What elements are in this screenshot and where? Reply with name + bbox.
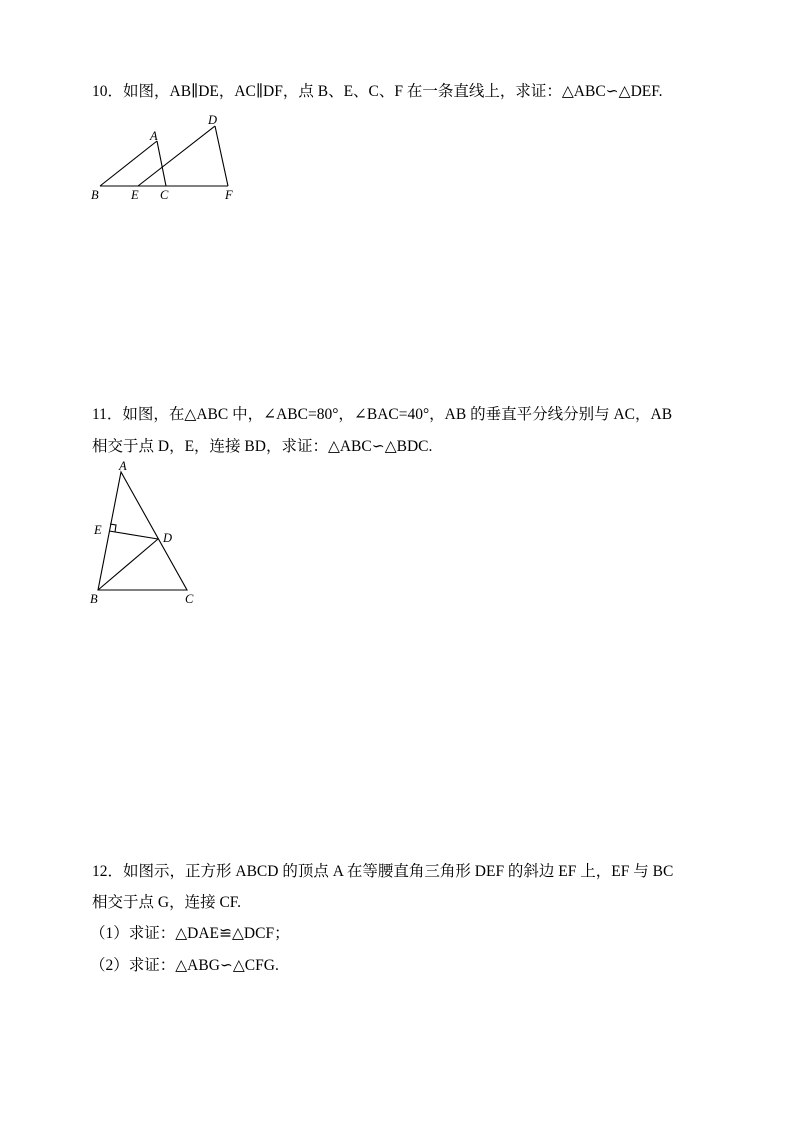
problem-11-text-line2: 相交于点 D，E，连接 BD，求证：△ABC∽△BDC. (92, 438, 433, 455)
problem-12-text-line2: 相交于点 G，连接 CF. (92, 894, 242, 911)
problem-12-text-line1: 12．如图示，正方形 ABCD 的顶点 A 在等腰直角三角形 DEF 的斜边 EF 上，EF 与 BC (92, 863, 674, 880)
label-A: A (119, 459, 127, 473)
label-C: C (185, 592, 194, 606)
problem-12-part-1: （1）求证：△DAE≌△DCF； (90, 925, 290, 942)
label-E: E (131, 188, 139, 202)
problem-12-part-2: （2）求证：△ABG∽△CFG. (90, 957, 279, 974)
problem-11-text-line1: 11．如图，在△ABC 中，∠ABC=80°，∠BAC=40°，AB 的垂直平分线分别与 AC，AB (92, 406, 673, 423)
problem-10-figure (88, 112, 248, 207)
label-B: B (90, 592, 98, 606)
label-D: D (163, 531, 173, 545)
label-F: F (225, 188, 233, 202)
label-E: E (94, 523, 102, 537)
label-C: C (160, 188, 169, 202)
label-B: B (91, 188, 99, 202)
problem-10-text: 10．如图，AB∥DE，AC∥DF，点 B、E、C、F 在一条直线上，求证：△ABC∽△DEF. (92, 83, 663, 100)
problem-11-figure (88, 458, 208, 608)
label-A: A (150, 129, 158, 143)
label-D: D (208, 113, 218, 127)
